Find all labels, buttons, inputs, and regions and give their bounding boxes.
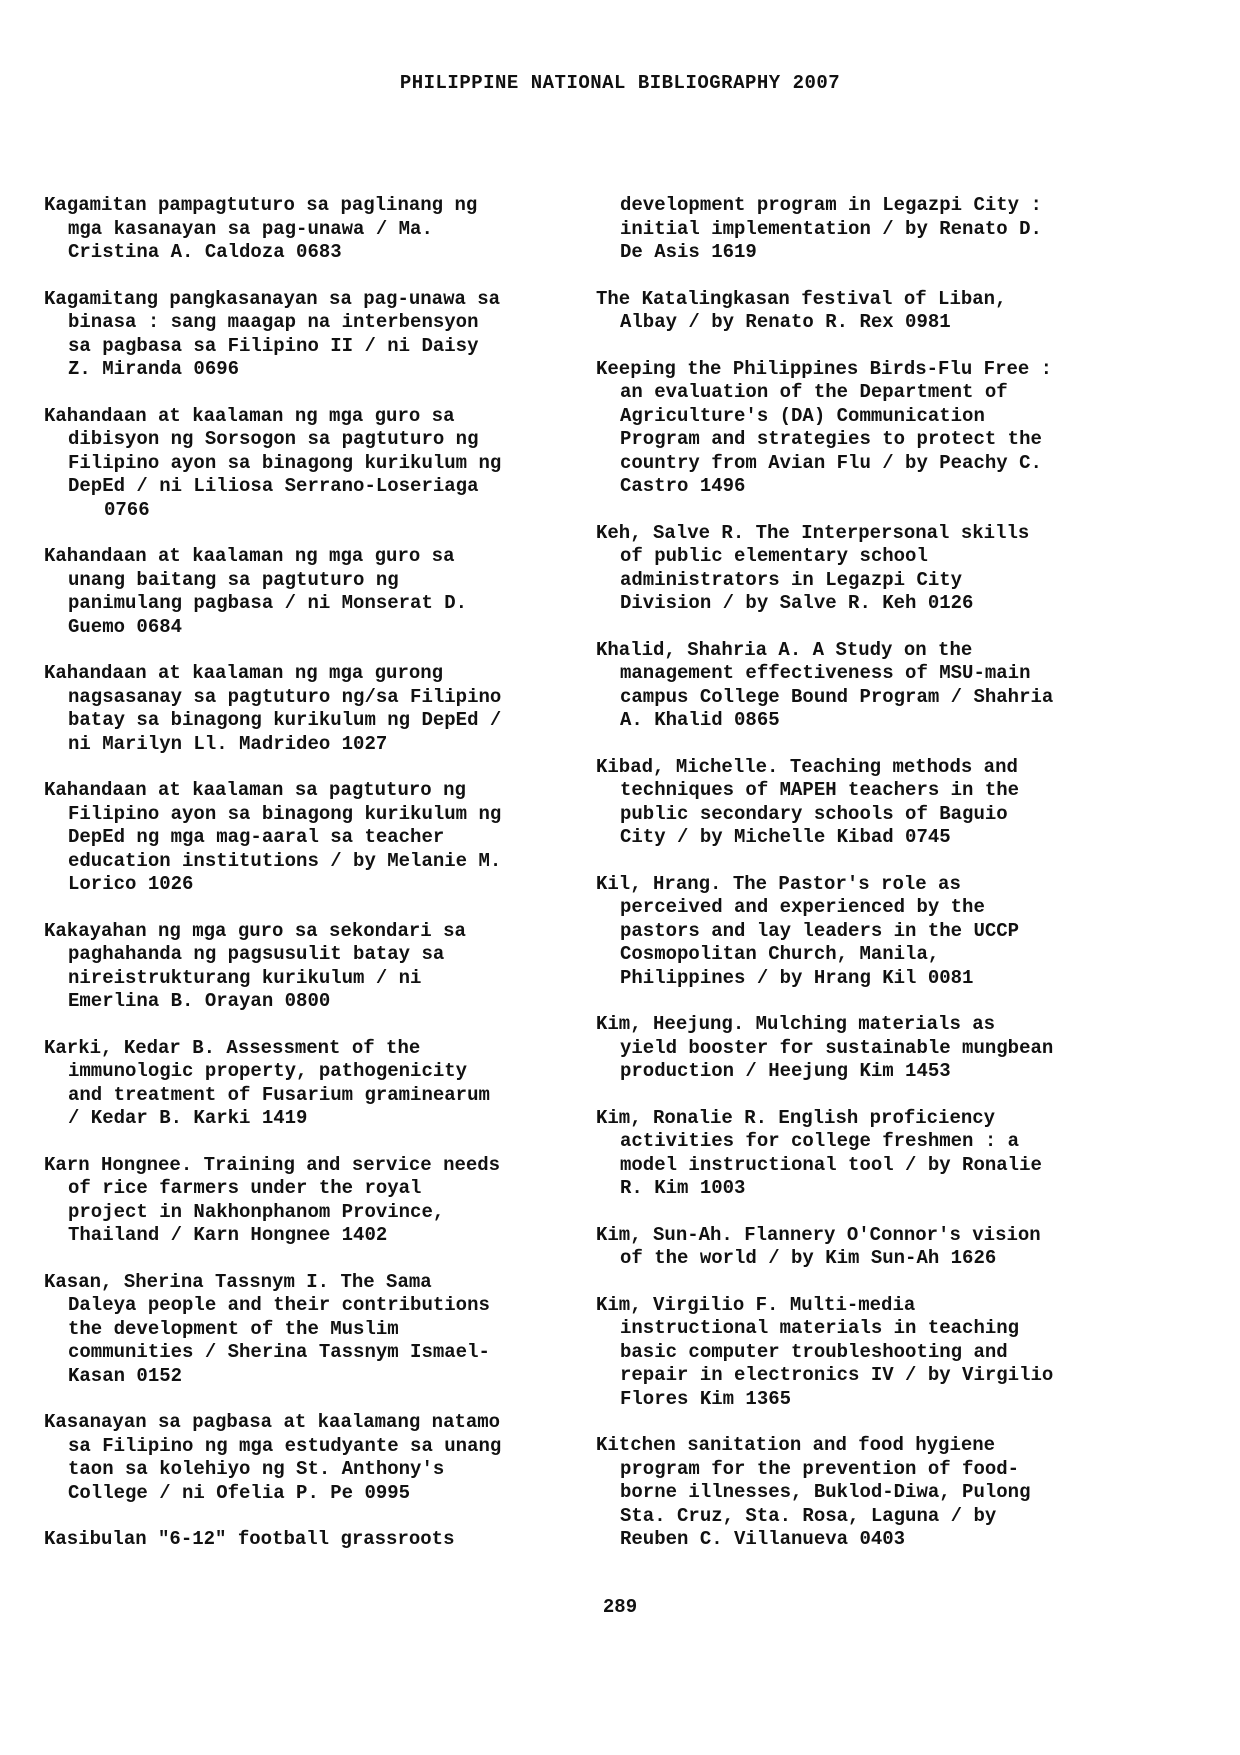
entry-line: 0766 <box>104 498 150 521</box>
entry-line: Division / by Salve R. Keh 0126 <box>620 592 974 614</box>
entry-line: Albay / by Renato R. Rex 0981 <box>620 311 951 333</box>
bibliography-entry <box>44 1411 564 1505</box>
entry-line: Kil, Hrang. The Pastor's role as <box>596 872 961 895</box>
entry-line: administrators in Legazpi City <box>620 568 963 591</box>
entry-line: Kasanayan sa pagbasa at kaalamang natamo <box>44 1411 501 1433</box>
entry-line: R. Kim 1003 <box>620 1177 746 1199</box>
bibliography-entry <box>44 1271 564 1389</box>
entry-line: Daleya people and their contributions <box>68 1294 490 1316</box>
entry-line: yield booster for sustainable mungbean <box>620 1036 1054 1059</box>
entry-line: / Kedar B. Karki 1419 <box>68 1107 308 1129</box>
entry-line: techniques of MAPEH teachers in the <box>620 779 1020 801</box>
entry-line: Agriculture's (DA) Communication <box>620 404 985 427</box>
entry-line: nagsasanay sa pagtuturo ng/sa Filipino <box>68 685 502 708</box>
entry-line: Program and strategies to protect the <box>620 428 1042 450</box>
entry-line: Kagamitan pampagtuturo sa paglinang ng <box>44 194 478 216</box>
entry-line: ni Marilyn Ll. Madrideo 1027 <box>68 732 388 755</box>
entry-line: Karki, Kedar B. Assessment of the <box>44 1036 421 1059</box>
bibliography-entry <box>44 1037 564 1131</box>
entry-line: City / by Michelle Kibad 0745 <box>620 826 951 848</box>
entry-line: Kasibulan "6-12" football grassroots <box>44 1528 455 1550</box>
entry-line: batay sa binagong kurikulum ng DepEd / <box>68 709 502 731</box>
bibliography-entry <box>44 779 564 897</box>
bibliography-entry <box>44 194 564 265</box>
bibliography-entry <box>44 920 564 1014</box>
entry-line: panimulang pagbasa / ni Monserat D. <box>68 592 468 614</box>
entry-line: nireistrukturang kurikulum / ni <box>68 966 422 989</box>
entry-line: campus College Bound Program / Shahria <box>620 685 1054 708</box>
entry-line: Flores Kim 1365 <box>620 1387 792 1410</box>
entry-line: taon sa kolehiyo ng St. Anthony's <box>68 1458 445 1480</box>
entry-line: College / ni Ofelia P. Pe 0995 <box>68 1481 411 1504</box>
entry-line: the development of the Muslim <box>68 1317 399 1340</box>
entry-line: instructional materials in teaching <box>620 1317 1020 1339</box>
entry-line: basic computer troubleshooting and <box>620 1340 1008 1363</box>
bibliography-entry <box>44 545 564 639</box>
entry-line: Reuben C. Villanueva 0403 <box>620 1528 906 1550</box>
entry-line: project in Nakhonphanom Province, <box>68 1200 445 1223</box>
bibliography-entry <box>44 288 564 382</box>
entry-line: Kim, Ronalie R. English proficiency <box>596 1106 996 1129</box>
entry-line: Kibad, Michelle. Teaching methods and <box>596 755 1018 778</box>
entry-line: Philippines / by Hrang Kil 0081 <box>620 966 974 989</box>
entry-line: pastors and lay leaders in the UCCP <box>620 919 1020 942</box>
entry-line: repair in electronics IV / by Virgilio <box>620 1364 1054 1386</box>
entry-line: Sta. Cruz, Sta. Rosa, Laguna / by <box>620 1504 997 1527</box>
entry-line: of the world / by Kim Sun-Ah 1626 <box>620 1247 997 1269</box>
entry-line: Keh, Salve R. The Interpersonal skills <box>596 521 1030 544</box>
entry-line: sa Filipino ng mga estudyante sa unang <box>68 1434 502 1457</box>
entry-line: Guemo 0684 <box>68 615 183 638</box>
bibliography-entry <box>596 1013 1126 1084</box>
entry-line: development program in Legazpi City : <box>620 194 1042 216</box>
entry-line: Kim, Heejung. Mulching materials as <box>596 1013 996 1035</box>
left-column <box>44 194 564 1575</box>
entry-line: public secondary schools of Baguio <box>620 802 1008 825</box>
entry-line: country from Avian Flu / by Peachy C. <box>620 451 1042 474</box>
entry-line: sa pagbasa sa Filipino II / ni Daisy <box>68 334 479 357</box>
entry-line: Kakayahan ng mga guro sa sekondari sa <box>44 919 466 942</box>
entry-line: borne illnesses, Buklod-Diwa, Pulong <box>620 1481 1031 1503</box>
entry-line: Thailand / Karn Hongnee 1402 <box>68 1224 388 1246</box>
page-header-title: PHILIPPINE NATIONAL BIBLIOGRAPHY 2007 <box>399 72 841 94</box>
bibliography-entry <box>596 1434 1126 1552</box>
entry-line: The Katalingkasan festival of Liban, <box>596 287 1007 310</box>
bibliography-entry <box>44 405 564 523</box>
entry-line: DepEd ng mga mag-aaral sa teacher <box>68 826 445 848</box>
entry-line: A. Khalid 0865 <box>620 709 780 731</box>
entry-line: activities for college freshmen : a <box>620 1130 1020 1152</box>
entry-line: of public elementary school <box>620 545 928 567</box>
bibliography-entry <box>596 756 1126 850</box>
entry-line: Kasan 0152 <box>68 1364 183 1387</box>
entry-line: Cosmopolitan Church, Manila, <box>620 943 940 965</box>
entry-line: Kitchen sanitation and food hygiene <box>596 1434 996 1456</box>
entry-line: Kasan, Sherina Tassnym I. The Sama <box>44 1270 432 1293</box>
entry-line: Kahandaan at kaalaman ng mga gurong <box>44 662 444 684</box>
right-column <box>596 194 1126 1575</box>
entry-line: model instructional tool / by Ronalie <box>620 1153 1042 1176</box>
entry-line: education institutions / by Melanie M. <box>68 849 502 872</box>
entry-line: Kahandaan at kaalaman ng mga guro sa <box>44 404 455 427</box>
bibliography-entry <box>44 1528 564 1552</box>
entry-line: mga kasanayan sa pag-unawa / Ma. <box>68 217 433 240</box>
entry-line: Castro 1496 <box>620 475 746 497</box>
entry-line: Keeping the Philippines Birds-Flu Free : <box>596 357 1053 380</box>
entry-line: Kahandaan at kaalaman sa pagtuturo ng <box>44 779 466 801</box>
entry-line: dibisyon ng Sorsogon sa pagtuturo ng <box>68 428 479 450</box>
entry-line: management effectiveness of MSU-main <box>620 662 1031 684</box>
bibliography-entry <box>596 1107 1126 1201</box>
entry-line: initial implementation / by Renato D. <box>620 217 1042 240</box>
entry-line: unang baitang sa pagtuturo ng <box>68 568 399 591</box>
entry-line: binasa : sang maagap na interbensyon <box>68 311 479 333</box>
entry-line: of rice farmers under the royal <box>68 1177 422 1199</box>
entry-line: and treatment of Fusarium graminearum <box>68 1083 490 1106</box>
entry-line: Z. Miranda 0696 <box>68 358 240 380</box>
bibliography-entry <box>596 194 1126 265</box>
entry-line: communities / Sherina Tassnym Ismael- <box>68 1341 490 1363</box>
entry-line: Cristina A. Caldoza 0683 <box>68 241 342 263</box>
entry-line: an evaluation of the Department of <box>620 381 1008 403</box>
entry-line: Filipino ayon sa binagong kurikulum ng <box>68 802 502 825</box>
bibliography-entry <box>44 662 564 756</box>
bibliography-entry <box>596 522 1126 616</box>
bibliography-entry <box>596 1224 1126 1271</box>
page-number: 289 <box>602 1596 638 1618</box>
bibliography-entry <box>596 873 1126 991</box>
bibliography-entry <box>596 1294 1126 1412</box>
entry-line: Kim, Virgilio F. Multi-media <box>596 1293 916 1316</box>
entry-line: Kahandaan at kaalaman ng mga guro sa <box>44 545 455 567</box>
entry-line: perceived and experienced by the <box>620 896 985 918</box>
entry-line: Filipino ayon sa binagong kurikulum ng <box>68 451 502 474</box>
bibliography-entry <box>596 358 1126 499</box>
entry-line: program for the prevention of food- <box>620 1457 1020 1480</box>
entry-line: Lorico 1026 <box>68 873 194 895</box>
entry-line: Kagamitang pangkasanayan sa pag-unawa sa <box>44 287 501 310</box>
entry-line: De Asis 1619 <box>620 241 757 263</box>
bibliography-entry <box>596 288 1126 335</box>
entry-line: Khalid, Shahria A. A Study on the <box>596 638 973 661</box>
entry-line: DepEd / ni Liliosa Serrano-Loseriaga <box>68 475 479 497</box>
entry-line: immunologic property, pathogenicity <box>68 1060 468 1082</box>
entry-line: Emerlina B. Orayan 0800 <box>68 990 331 1012</box>
bibliography-entry <box>44 1154 564 1248</box>
bibliography-entry <box>596 639 1126 733</box>
entry-line: Kim, Sun-Ah. Flannery O'Connor's vision <box>596 1223 1041 1246</box>
entry-line: production / Heejung Kim 1453 <box>620 1060 951 1082</box>
entry-line: paghahanda ng pagsusulit batay sa <box>68 943 445 965</box>
entry-line: Karn Hongnee. Training and service needs <box>44 1153 501 1176</box>
